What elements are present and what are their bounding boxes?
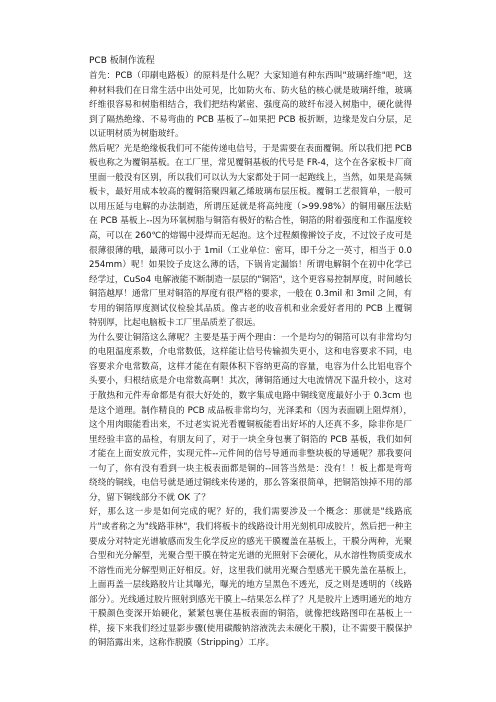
paragraph-4: 好，那么这一步是如何完成的呢？好的，我们需要涉及一个概念：那就是"线路底片"或者称之为"线路菲林"，我们将板卡的线路设计用光刻机印成胶片，然后把一种主要成分对特定光谱敏感而发生化学反应的感光干膜覆盖在基板上，干膜分两种，光聚合型和光分解型，光聚合型干膜在特定光谱的光照射下会硬化，从水溶性物质变成水不溶性而光分解型则正好相反。好，这里我们就用光聚合型感光干膜先盖在基板上，上面再盖一层线路胶片让其曝光，曝光的地方呈黑色不透光，反之则是透明的（线路部分）。光线通过胶片照射到感光干膜上--结果怎么样了？凡是胶片上透明通光的地方干膜颜色变深开始硬化，紧紧包裹住基板表面的铜箔，就像把线路图印在基板上一样，接下来我们经过显影步骤(使用碳酸钠溶液洗去未硬化干膜)，让不需要干膜保护的铜箔露出来，这称作脱膜（Stripping）工序。 <box>89 507 412 649</box>
document-title: PCB 板制作流程 <box>89 56 155 66</box>
paragraph-2: 然后呢？光是绝缘板我们可不能传递电信号，于是需要在表面覆铜。所以我们把 PCB 板也称之为覆铜基板。在工厂里，常见覆铜基板的代号是 FR-4，这个在各家板卡厂商里面一般没有区别，所以我们可以认为大家都处于同一起跑线上，当然，如果是高频板卡，最好用成本较高的覆铜箔聚四氟乙烯玻璃布层压板。覆铜工艺很简单，一般可以用压延与电解的办法制造，所谓压延就是将高纯度（>99.98%）的铜用碾压法贴在 PCB 基板上--因为环氧树脂与铜箔有极好的粘合性，铜箔的附着强度和工作温度较高，可以在 260℃的熔锡中浸焊而无起泡。这个过程颇像擀饺子皮，不过饺子皮可是很薄很薄的哦，最薄可以小于 1mil（工业单位：密耳，即千分之一英寸，相当于 0.0254mm）呢！如果饺子皮这么薄的话，下锅肯定漏馅！所谓电解铜个在初中化学已经学过，CuSo4 电解液能不断制造一层层的"铜箔"，这个更容易控制厚度，时间越长铜箔越厚！通常厂里对铜箔的厚度有很严格的要求，一般在 0.3mil 和 3mil 之间，有专用的铜箔厚度测试仪检验其品质。像古老的收音机和业余爱好者用的 PCB 上覆铜特别厚，比起电脑板卡工厂里品质差了很远。 <box>89 143 412 329</box>
paragraph-3: 为什么要让铜箔这么薄呢？主要是基于两个理由：一个是均匀的铜箔可以有非常均匀的电阻温度系数，介电常数低，这样能让信号传输损失更小，这和电容要求不同，电容要求介电常数高，这样才能在有限体积下容纳更高的容量，电容为什么比铝电容个头要小，归根结底是介电常数高啊！其次，薄铜箔通过大电流情况下温升较小，这对于散热和元件寿命都是有很大好处的，数字集成电路中铜线宽度最好小于 0.3cm 也是这个道理。制作精良的 PCB 成品板非常均匀，光泽柔和（因为表面刷上阻焊剂），这个用肉眼能看出来，不过老实说光看覆铜板能看出好坏的人还真不多，除非你是厂里经验丰富的品检，有朋友问了，对于一块全身包裹了铜箔的 PCB 基板，我们如何才能在上面安放元件，实现元件--元件间的信号导通而非整块板的导通呢？那我要问一句了，你有没有看到一块主板表面都是铜的--回答当然是：没有！！板上都是弯弯绕绕的铜线，电信号就是通过铜线来传递的，那么答案很简单，把铜箔蚀掉不用的部分，留下铜线部分不就 OK 了？ <box>89 332 412 503</box>
paragraph-1: 首先：PCB（印刷电路板）的原料是什么呢？大家知道有种东西叫"玻璃纤维"吧，这种材料我们在日常生活中出处可见，比如防火布、防火毡的核心就是玻璃纤维，玻璃纤维很容易和树脂相结合，我们把结构紧密、强度高的玻纤布浸入树脂中，硬化就得到了隔热绝缘、不易弯曲的 PCB 基板了--如果把 PCB 板折断，边缘是发白分层，足以证明材质为树脂玻纤。 <box>89 71 412 140</box>
